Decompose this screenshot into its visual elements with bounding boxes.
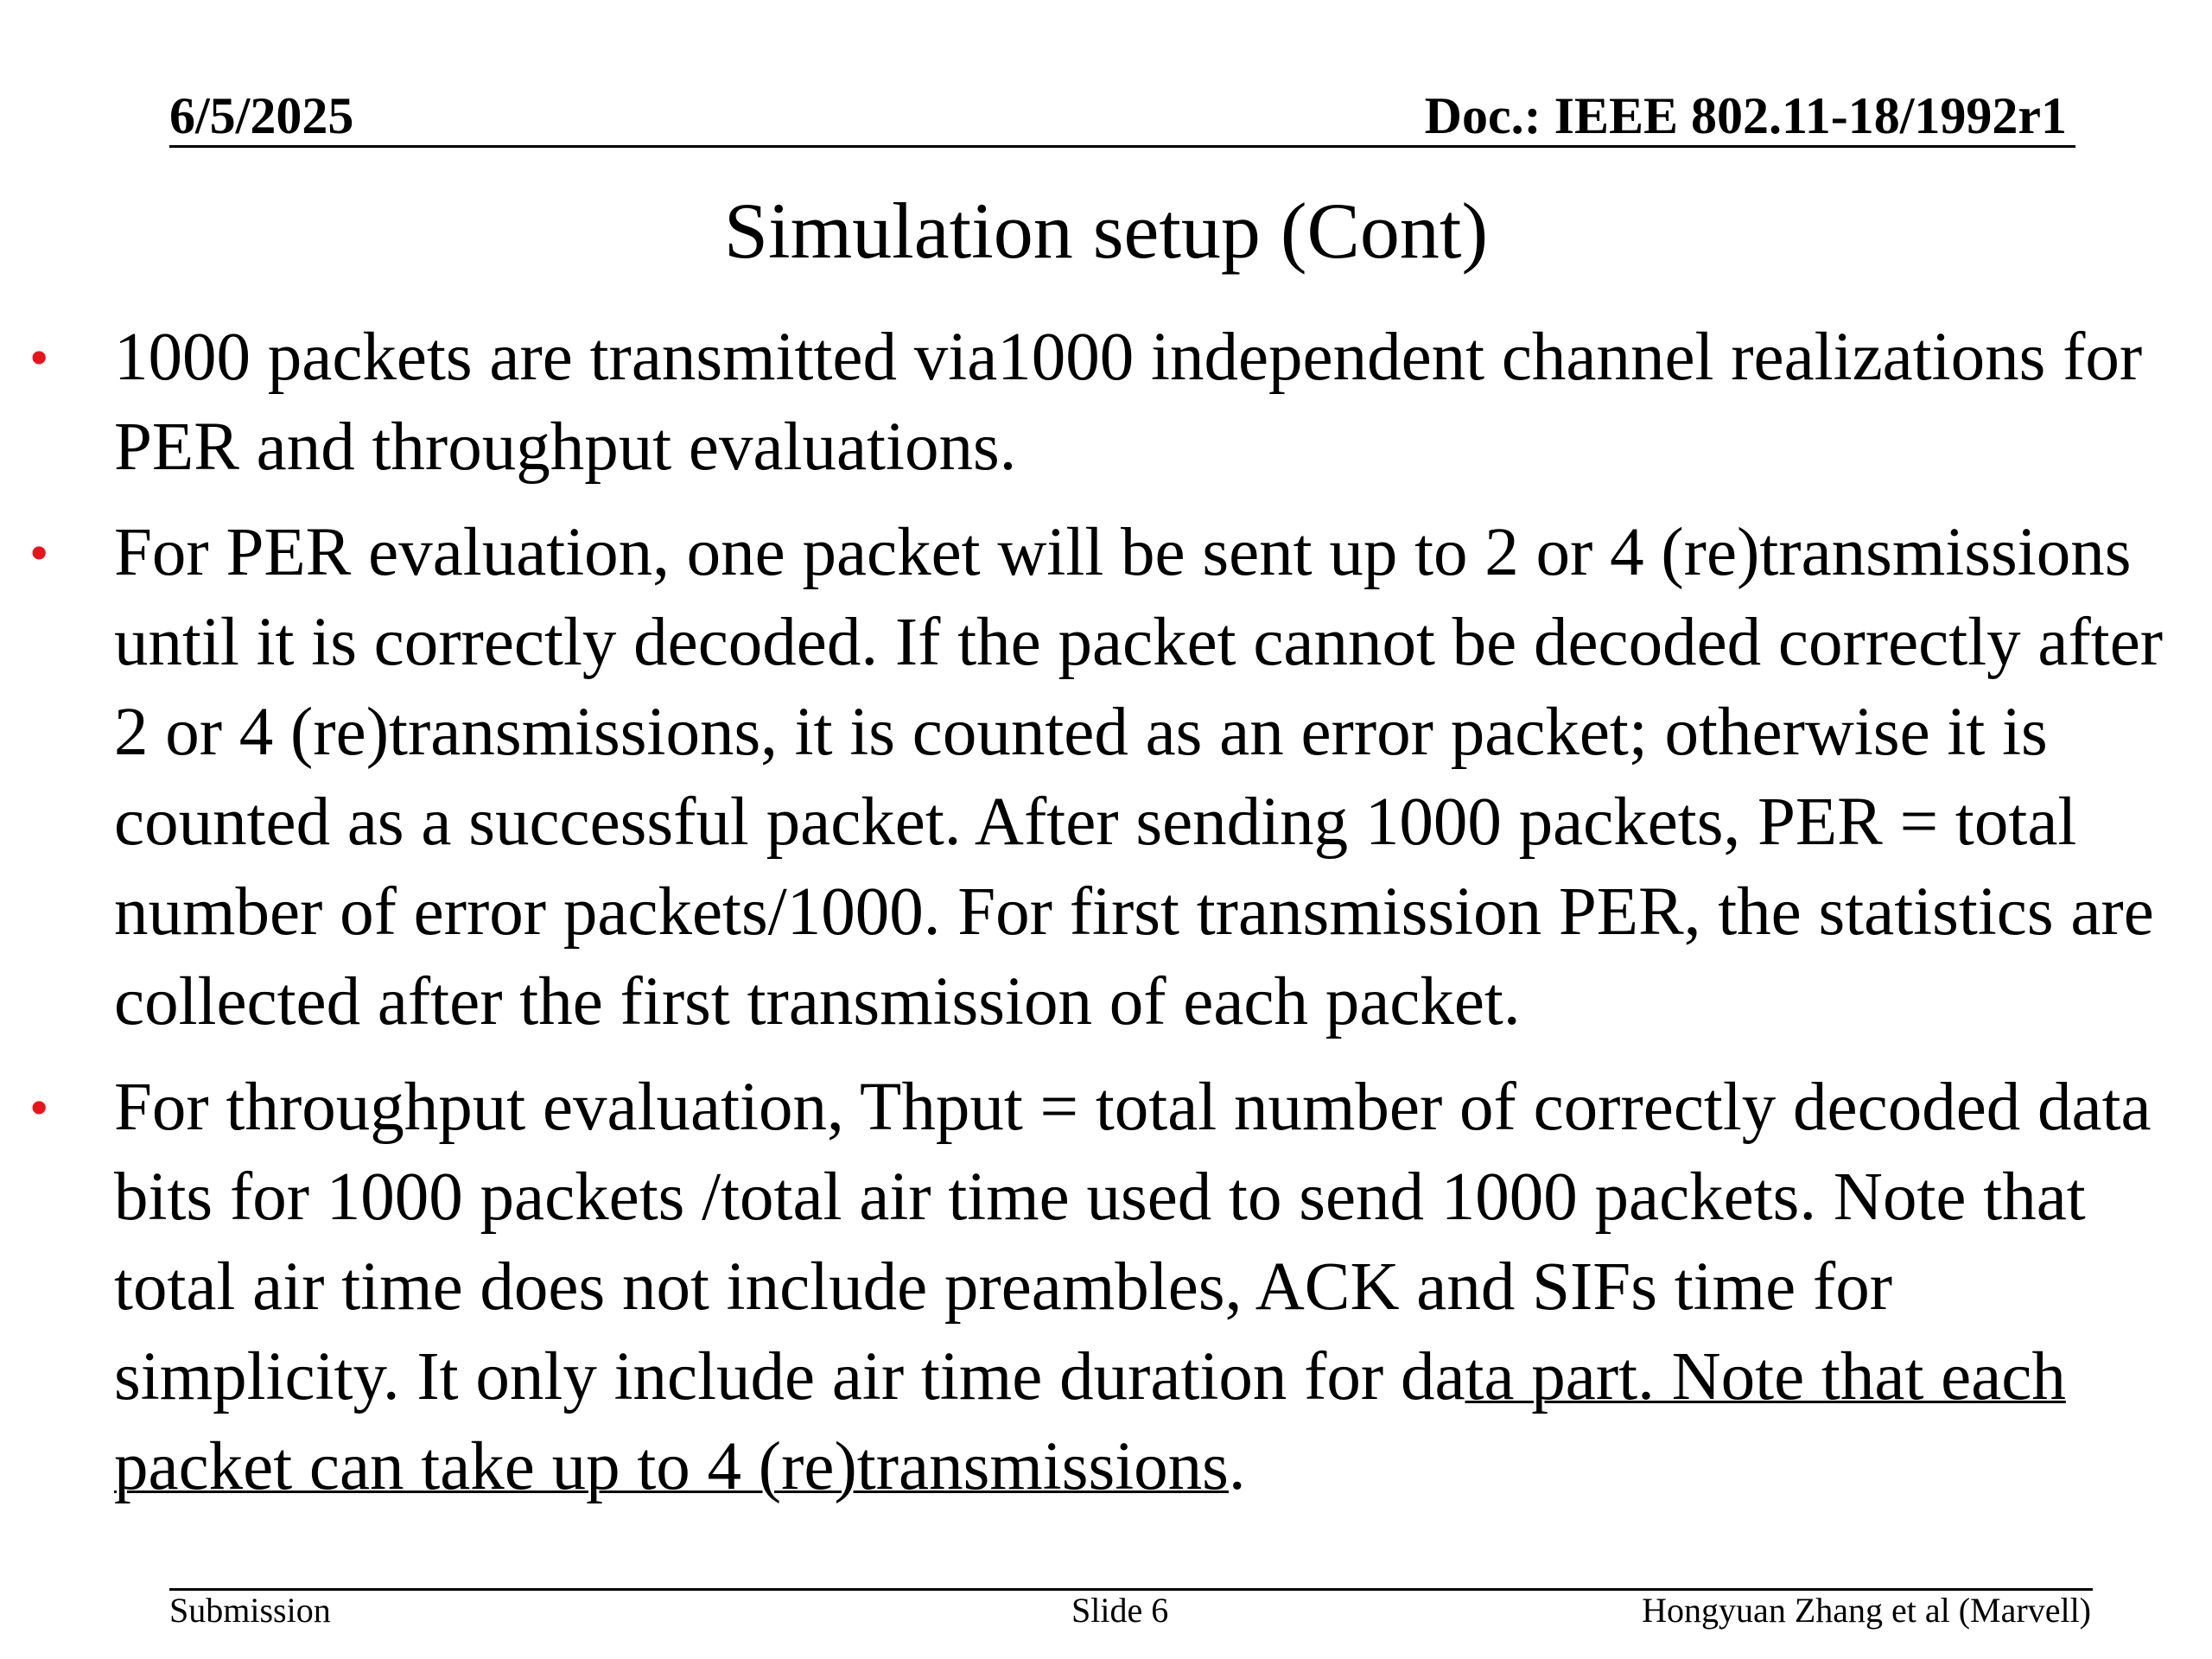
bullet-text-end: .	[1228, 1429, 1246, 1504]
bullet-text	[114, 1063, 2177, 1512]
header-date: 6/5/2025	[169, 87, 354, 144]
bullet-icon: •	[29, 327, 49, 388]
header-doc-id: Doc.: IEEE 802.11-18/1992r1	[1424, 87, 2067, 144]
bullet-icon: •	[29, 1077, 49, 1138]
bullet-text: 1000 packets are transmitted via1000 independent channel realizations for PER and throughput evaluations.	[114, 320, 2143, 485]
bullet-list	[0, 313, 2177, 1512]
bullet-item	[0, 508, 2177, 1047]
bullet-text-underlined: ta part. Note that each packet can take up to 4 (re)transmissions	[114, 1339, 2066, 1504]
bullet-icon: •	[29, 522, 49, 583]
footer-submission: Submission	[169, 1591, 331, 1630]
footer-slide-number: Slide 6	[1071, 1591, 1169, 1630]
bullet-item	[0, 1063, 2177, 1512]
slide-title: Simulation setup (Cont)	[723, 187, 1489, 275]
header-divider	[169, 145, 2075, 148]
bullet-text: For PER evaluation, one packet will be sent up to 2 or 4 (re)transmissions until it is correctly decoded. If the packet cannot be decoded correctly after 2 or 4 (re)transmissions, it is counted as an error packet; otherwise it is counted as a successful packet. After sending 1000 packets, PER = total number of error packets/1000. For first transmission PER, the statistics are collected after the first transmission of each packet.	[114, 515, 2164, 1039]
bullet-text-plain: For throughput evaluation, Thput = total number of correctly decoded data bits for 1000 packets /total air time used to send 1000 packets. Note that total air time does not include preambles, ACK and SIFs time for simplicity. It only include air time duration for da	[114, 1070, 2152, 1414]
footer-author: Hongyuan Zhang et al (Marvell)	[1642, 1591, 2091, 1630]
bullet-item	[0, 313, 2177, 493]
